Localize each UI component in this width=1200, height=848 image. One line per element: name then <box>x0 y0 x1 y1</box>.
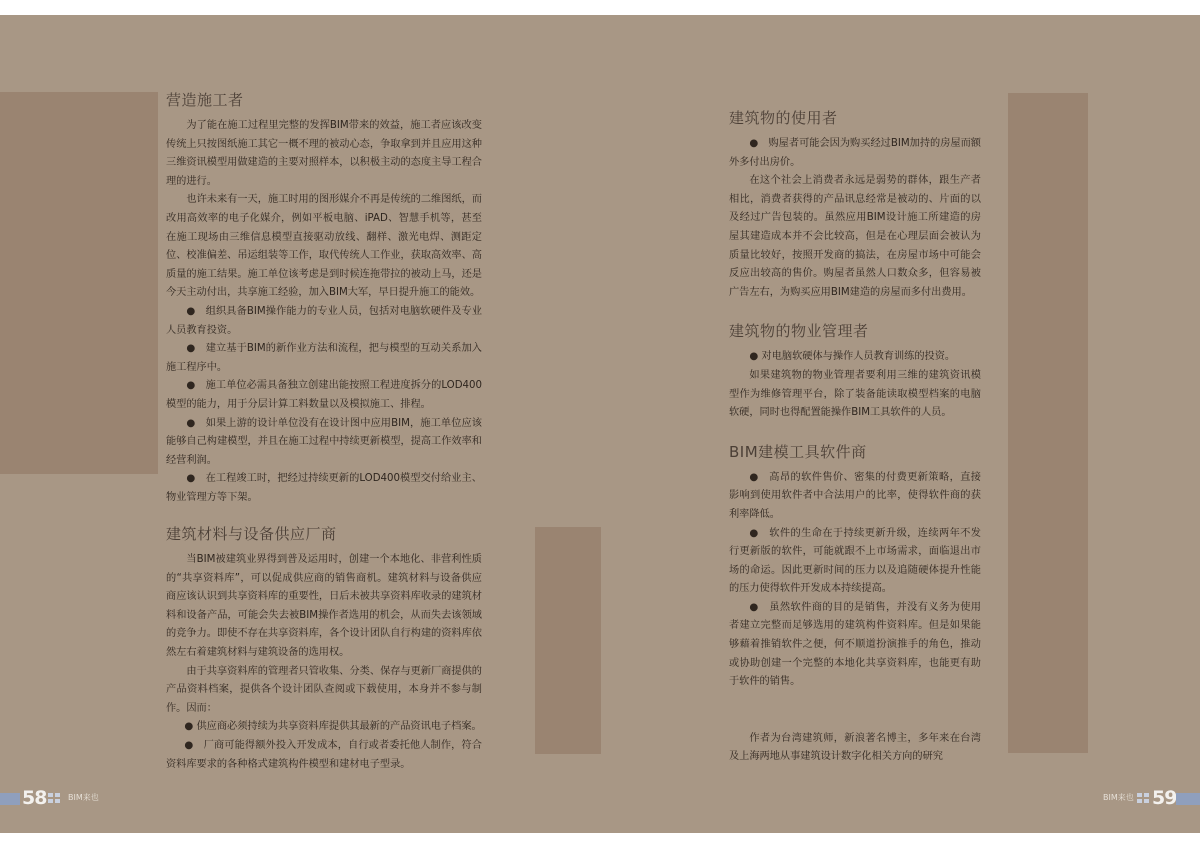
section-title-suppliers: 建筑材料与设备供应厂商 <box>166 525 337 543</box>
grid-icon <box>1137 793 1151 805</box>
bullet-item: ● 供应商必须持续为共享资料库提供其最新的产品资讯电子档案。 <box>184 721 482 733</box>
author-note: 作者为台湾建筑师，新浪著名博主，多年来在台湾及上海两地从事建筑设计数字化相关方向的研究 <box>729 732 981 763</box>
bullet-item: ● 购屋者可能会因为购买经过BIM加持的房屋而额外多付出房价。 <box>729 138 981 168</box>
left-column-bottom <box>166 523 482 774</box>
paragraph: 也许未来有一天，施工时用的图形媒介不再是传统的二维图纸，而改用高效率的电子化媒介，例如平板电脑、iPAD、智慧手机等，甚至在施工现场由三维信息模型直接驱动放线、翻样、激光电焊、测距定位、校准偏差、吊运组装等工作，取代传统人工作业，获取高效率、高质量的施工结果。施工单位该考虑是到时候连拖带拉的被动上马，还是今天主动付出，共享施工经验，加入BIM大军，早日提升施工的能效。 <box>166 194 482 299</box>
section-title-software-vendors: BIM建模工具软件商 <box>729 442 867 461</box>
section-title-construction: 营造施工者 <box>166 91 244 109</box>
bullet-item: ● 施工单位必需具备独立创建出能按照工程进度拆分的LOD400模型的能力，用于分层计算工料数量以及模拟施工、排程。 <box>166 380 482 410</box>
paragraph: 由于共享资料库的管理者只管收集、分类、保存与更新厂商提供的产品资料档案，提供各个设计团队查阅或下载使用，本身并不参与制作。因而： <box>166 665 482 714</box>
footer-band-right <box>1176 793 1200 805</box>
footer-band-left <box>0 793 20 805</box>
magazine-spread <box>0 15 1200 833</box>
section-title-property-managers: 建筑物的物业管理者 <box>729 322 869 341</box>
footer-label-right: BIM来也 <box>1103 793 1134 802</box>
bullet-item: ● 对电脑软硬体与操作人员教育训练的投资。 <box>749 351 956 363</box>
left-column-top <box>166 89 482 507</box>
paragraph: 当BIM被建筑业界得到普及运用时，创建一个本地化、非营利性质的“共享资料库”，可以促成供应商的销售商机。建筑材料与设备供应商应该认识到共享资料库的重要性，日后未被共享资料库收录的建筑材料和设备产品，可能会失去被BIM操作者选用的机会，从而失去该领域的竞争力。即使不存在共享资料库，各个设计团队自行构建的资料库依然左右着建筑材料与建筑设备的选用权。 <box>166 554 482 658</box>
footer-label-left: BIM来也 <box>68 793 99 802</box>
bullet-item: ● 组织具备BIM操作能力的专业人员，包括对电脑软硬件及专业人员教育投资。 <box>166 305 482 336</box>
page-number-right: 59 <box>1152 787 1177 809</box>
right-decor-block <box>1008 93 1088 753</box>
bullet-item: ● 建立基于BIM的新作业方法和流程，把与模型的互动关系加入施工程序中。 <box>166 343 482 373</box>
paragraph: 在这个社会上消费者永远是弱势的群体，跟生产者相比，消费者获得的产品讯息经常是被动的、片面的以及经过广告包装的。虽然应用BIM设计施工所建造的房屋其建造成本并不会比较高，但是在心理层面会被认为质量比较好，按照开发商的搞法，在房屋市场中可能会反应出较高的售价。购屋者虽然人口数众多，但容易被广告左右，为购买应用BIM建造的房屋而多付出费用。 <box>729 175 981 298</box>
bullet-item: ● 高昂的软件售价、密集的付费更新策略，直接影响到使用软件者中合法用户的比率，使得软件商的获利率降低。 <box>729 471 981 520</box>
section-title-occupants: 建筑物的使用者 <box>729 109 838 127</box>
bullet-item: ● 厂商可能得额外投入开发成本，自行或者委托他人制作，符合资料库要求的各种格式建筑构件模型和建材电子型录。 <box>166 739 482 770</box>
center-decor-block <box>535 527 601 754</box>
paragraph: 如果建筑物的物业管理者要利用三维的建筑资讯模型作为维修管理平台，除了装备能读取模型档案的电脑软硬，同时也得配置能操作BIM工具软件的人员。 <box>729 369 981 419</box>
left-decor-block <box>0 92 158 474</box>
paragraph: 为了能在施工过程里完整的发挥BIM带来的效益，施工者应该改变传统上只按图纸施工其它一概不理的被动心态，争取拿到并且应用这种三维资讯模型用做建造的主要对照样本，以积极主动的态度主导工程合理的进行。 <box>166 120 482 187</box>
page-number-left: 58 <box>22 787 47 809</box>
bullet-item: ● 虽然软件商的目的是销售，并没有义务为使用者建立完整而足够选用的建筑构件资料库。但是如果能够藉着推销软件之便，何不顺道扮演推手的角色，推动或协助创建一个完整的本地化共享资料库，也能更有助于软件的销售。 <box>729 601 981 688</box>
bullet-item: ● 在工程竣工时，把经过持续更新的LOD400模型交付给业主、物业管理方等下架。 <box>166 473 482 503</box>
grid-icon <box>48 793 62 805</box>
bullet-item: ● 如果上游的设计单位没有在设计图中应用BIM，施工单位应该能够自己构建模型，并且在施工过程中持续更新模型，提高工作效率和经营利润。 <box>166 417 482 466</box>
bullet-item: ● 软件的生命在于持续更新升级，连续两年不发行更新版的软件，可能就跟不上市场需求，面临退出市场的命运。因此更新时间的压力以及追随硬体提升性能的压力使得软件开发成本持续提高。 <box>729 527 981 595</box>
right-column <box>729 107 981 767</box>
